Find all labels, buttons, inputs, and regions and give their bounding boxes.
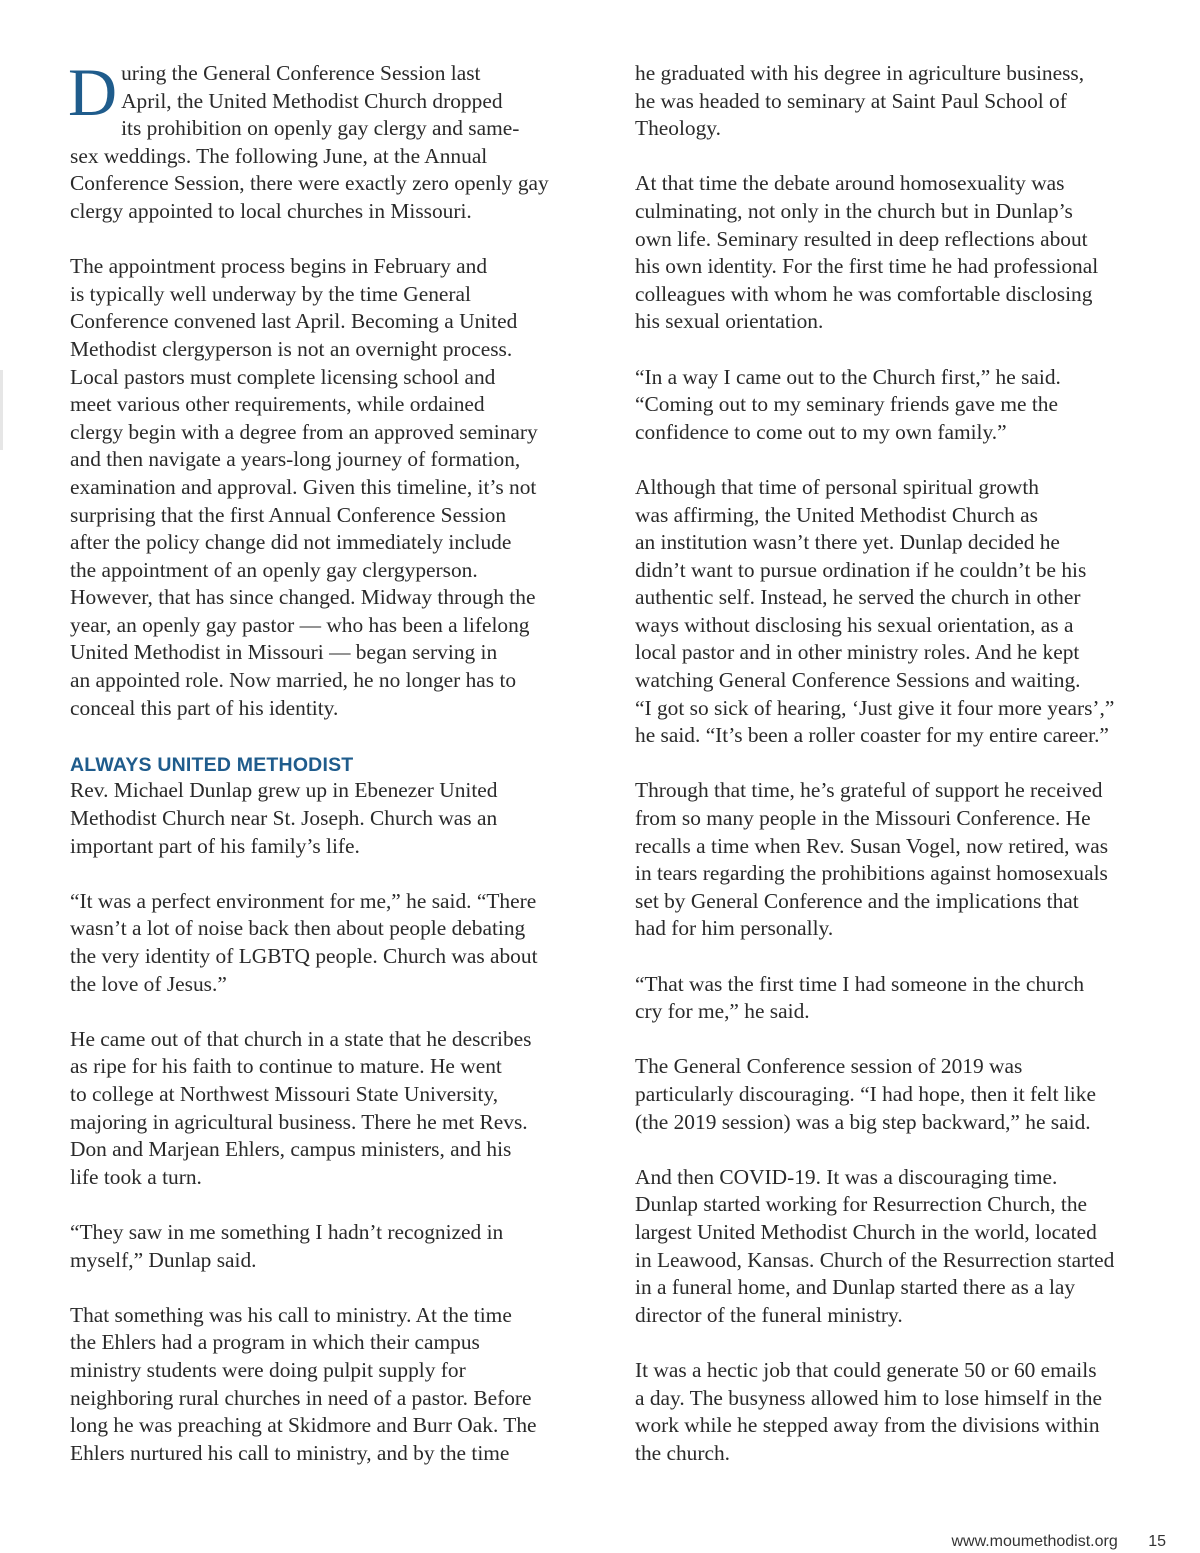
text-line: The appointment process begins in February and	[70, 254, 488, 279]
text-line: ministry students were doing pulpit supply for	[70, 1357, 466, 1382]
text-line: The General Conference session of 2019 was	[635, 1054, 1023, 1079]
text-line: surprising that the first Annual Conference Session	[70, 502, 507, 527]
article-right-column	[635, 60, 1135, 1467]
paragraph-gap	[635, 750, 1135, 778]
text-line: own life. Seminary resulted in deep reflections about	[635, 226, 1088, 251]
text-line: April, the United Methodist Church dropped	[121, 88, 503, 113]
text-line: Dunlap started working for Resurrection Church, the	[635, 1192, 1088, 1217]
paragraph	[635, 364, 1135, 447]
article-left-column	[68, 54, 570, 1467]
page-number: 15	[1148, 1533, 1166, 1550]
text-line: cry for me,” he said.	[635, 999, 810, 1024]
text-line: (the 2019 session) was a big step backward,” he said.	[635, 1109, 1091, 1134]
text-line: the Ehlers had a program in which their campus	[70, 1330, 480, 1355]
text-line: Methodist clergyperson is not an overnight process.	[70, 336, 513, 361]
text-line: an institution wasn’t there yet. Dunlap decided he	[635, 530, 1060, 555]
text-line: examination and approval. Given this timeline, it’s not	[70, 474, 537, 499]
text-line: he was headed to seminary at Saint Paul School of	[635, 88, 1067, 113]
paragraph	[635, 170, 1135, 336]
paragraph-gap	[635, 943, 1135, 971]
text-line: in tears regarding the prohibitions against homosexuals	[635, 861, 1108, 886]
text-line: his sexual orientation.	[635, 309, 824, 334]
text-line: “They saw in me something I hadn’t recognized in	[70, 1219, 504, 1244]
text-line: in Leawood, Kansas. Church of the Resurrection started	[635, 1247, 1115, 1272]
text-line: local pastor and in other ministry roles. And he kept	[635, 640, 1080, 665]
page-edge-mark	[0, 370, 3, 450]
text-line: is typically well underway by the time General	[70, 281, 471, 306]
paragraph-gap	[70, 1191, 570, 1219]
paragraph-gap	[635, 1136, 1135, 1164]
paragraph-gap	[70, 1274, 570, 1302]
text-line: Rev. Michael Dunlap grew up in Ebenezer United	[70, 778, 498, 803]
text-line: And then COVID-19. It was a discouraging time.	[635, 1164, 1058, 1189]
text-line: Although that time of personal spiritual growth	[635, 474, 1039, 499]
text-line: neighboring rural churches in need of a pastor. Before	[70, 1385, 532, 1410]
text-line: However, that has since changed. Midway through the	[70, 585, 536, 610]
text-line: the appointment of an openly gay clergyperson.	[70, 557, 478, 582]
text-line: largest United Methodist Church in the world, located	[635, 1219, 1097, 1244]
text-line: uring the General Conference Session last	[121, 61, 481, 85]
paragraph	[635, 474, 1135, 750]
text-line: from so many people in the Missouri Conference. He	[635, 806, 1091, 831]
paragraph-gap	[70, 226, 570, 254]
paragraph	[635, 1164, 1135, 1330]
paragraph-gap	[70, 860, 570, 888]
page-footer	[951, 1533, 1166, 1551]
paragraph	[635, 971, 1135, 1026]
text-line: director of the funeral ministry.	[635, 1302, 903, 1327]
text-line: the church.	[635, 1440, 731, 1465]
text-line: It was a hectic job that could generate 50 or 60 emails	[635, 1357, 1097, 1382]
text-line: particularly discouraging. “I had hope, then it felt like	[635, 1081, 1096, 1106]
text-line: Ehlers nurtured his call to ministry, and by the time	[70, 1440, 510, 1465]
section-heading: ALWAYS UNITED METHODIST	[70, 753, 354, 776]
text-line: Theology.	[635, 116, 721, 141]
text-line: the very identity of LGBTQ people. Church was about	[70, 944, 538, 968]
text-line: and then navigate a years-long journey of formation,	[70, 447, 521, 472]
text-line: had for him personally.	[635, 916, 834, 941]
paragraph-gap	[70, 998, 570, 1026]
text-line: its prohibition on openly gay clergy and same-	[121, 116, 520, 141]
text-line: Methodist Church near St. Joseph. Church was an	[70, 806, 498, 831]
text-line: didn’t want to pursue ordination if he couldn’t be his	[635, 557, 1087, 582]
paragraph	[635, 60, 1135, 143]
text-line: Through that time, he’s grateful of support he received	[635, 778, 1103, 803]
paragraph	[70, 253, 570, 722]
text-line: Conference Session, there were exactly zero openly gay	[70, 171, 549, 196]
text-line: Local pastors must complete licensing school and	[70, 364, 496, 389]
text-line: long he was preaching at Skidmore and Burr Oak. The	[70, 1413, 537, 1438]
text-line: work while he stepped away from the divisions within	[635, 1413, 1100, 1438]
footer-url: www.moumethodist.org	[951, 1533, 1118, 1550]
text-line: after the policy change did not immediately include	[70, 530, 512, 555]
text-line: “I got so sick of hearing, ‘Just give it four more years’,”	[635, 695, 1115, 720]
text-line: ways without disclosing his sexual orientation, as a	[635, 612, 1074, 637]
text-line: confidence to come out to my own family.”	[635, 419, 1007, 444]
text-line: his own identity. For the first time he had professional	[635, 254, 1099, 279]
text-line: He came out of that church in a state that he describes	[70, 1026, 532, 1051]
text-line: set by General Conference and the implications that	[635, 888, 1079, 913]
text-line: important part of his family’s life.	[70, 833, 360, 858]
paragraph-gap	[635, 143, 1135, 171]
text-line: culminating, not only in the church but in Dunlap’s	[635, 198, 1073, 223]
text-line: he graduated with his degree in agriculture business,	[635, 61, 1085, 85]
text-line: wasn’t a lot of noise back then about people debating	[70, 916, 526, 941]
paragraph	[635, 777, 1135, 943]
text-line: meet various other requirements, while ordained	[70, 392, 485, 417]
text-line: “That was the first time I had someone in the church	[635, 971, 1085, 996]
text-line: “It was a perfect environment for me,” he said. “There	[70, 888, 537, 913]
text-line: as ripe for his faith to continue to mature. He went	[70, 1054, 502, 1079]
text-line: colleagues with whom he was comfortable disclosing	[635, 281, 1093, 306]
paragraph	[68, 54, 570, 226]
paragraph	[70, 1219, 570, 1274]
paragraph	[70, 1026, 570, 1192]
text-line: the love of Jesus.”	[70, 971, 227, 996]
text-line: United Methodist in Missouri — began serving in	[70, 640, 498, 665]
text-line: clergy begin with a degree from an approved seminary	[70, 419, 538, 444]
text-line: That something was his call to ministry. At the time	[70, 1302, 512, 1327]
text-line: At that time the debate around homosexuality was	[635, 171, 1065, 196]
paragraph-gap	[635, 446, 1135, 474]
text-line: in a funeral home, and Dunlap started there as a lay	[635, 1275, 1076, 1300]
drop-cap: D	[68, 54, 118, 130]
paragraph-gap	[635, 1329, 1135, 1357]
text-line: Conference convened last April. Becoming a United	[70, 309, 518, 334]
text-line: conceal this part of his identity.	[70, 695, 339, 720]
text-line: “Coming out to my seminary friends gave me the	[635, 392, 1058, 417]
text-line: a day. The busyness allowed him to lose himself in the	[635, 1385, 1102, 1410]
text-line: authentic self. Instead, he served the church in other	[635, 585, 1081, 610]
paragraph	[70, 1302, 570, 1468]
text-line: was affirming, the United Methodist Church as	[635, 502, 1038, 527]
text-line: myself,” Dunlap said.	[70, 1247, 257, 1272]
text-line: sex weddings. The following June, at the Annual	[70, 143, 488, 168]
paragraph	[635, 1357, 1135, 1467]
text-line: he said. “It’s been a roller coaster for my entire career.”	[635, 723, 1109, 748]
paragraph	[70, 888, 570, 998]
text-line: to college at Northwest Missouri State University,	[70, 1081, 499, 1106]
paragraph-gap	[635, 1026, 1135, 1054]
text-line: an appointed role. Now married, he no longer has to	[70, 668, 517, 693]
text-line: “In a way I came out to the Church first,” he said.	[635, 364, 1061, 389]
text-line: year, an openly gay pastor — who has been a lifelong	[70, 612, 530, 637]
text-line: majoring in agricultural business. There he met Revs.	[70, 1109, 528, 1134]
text-line: watching General Conference Sessions and waiting.	[635, 668, 1081, 693]
text-line: life took a turn.	[70, 1164, 202, 1189]
paragraph-gap	[70, 722, 570, 750]
paragraph	[70, 777, 570, 860]
paragraph-gap	[635, 336, 1135, 364]
paragraph	[635, 1053, 1135, 1136]
text-line: clergy appointed to local churches in Missouri.	[70, 198, 472, 223]
text-line: Don and Marjean Ehlers, campus ministers, and his	[70, 1137, 512, 1162]
text-line: recalls a time when Rev. Susan Vogel, now retired, was	[635, 833, 1109, 858]
